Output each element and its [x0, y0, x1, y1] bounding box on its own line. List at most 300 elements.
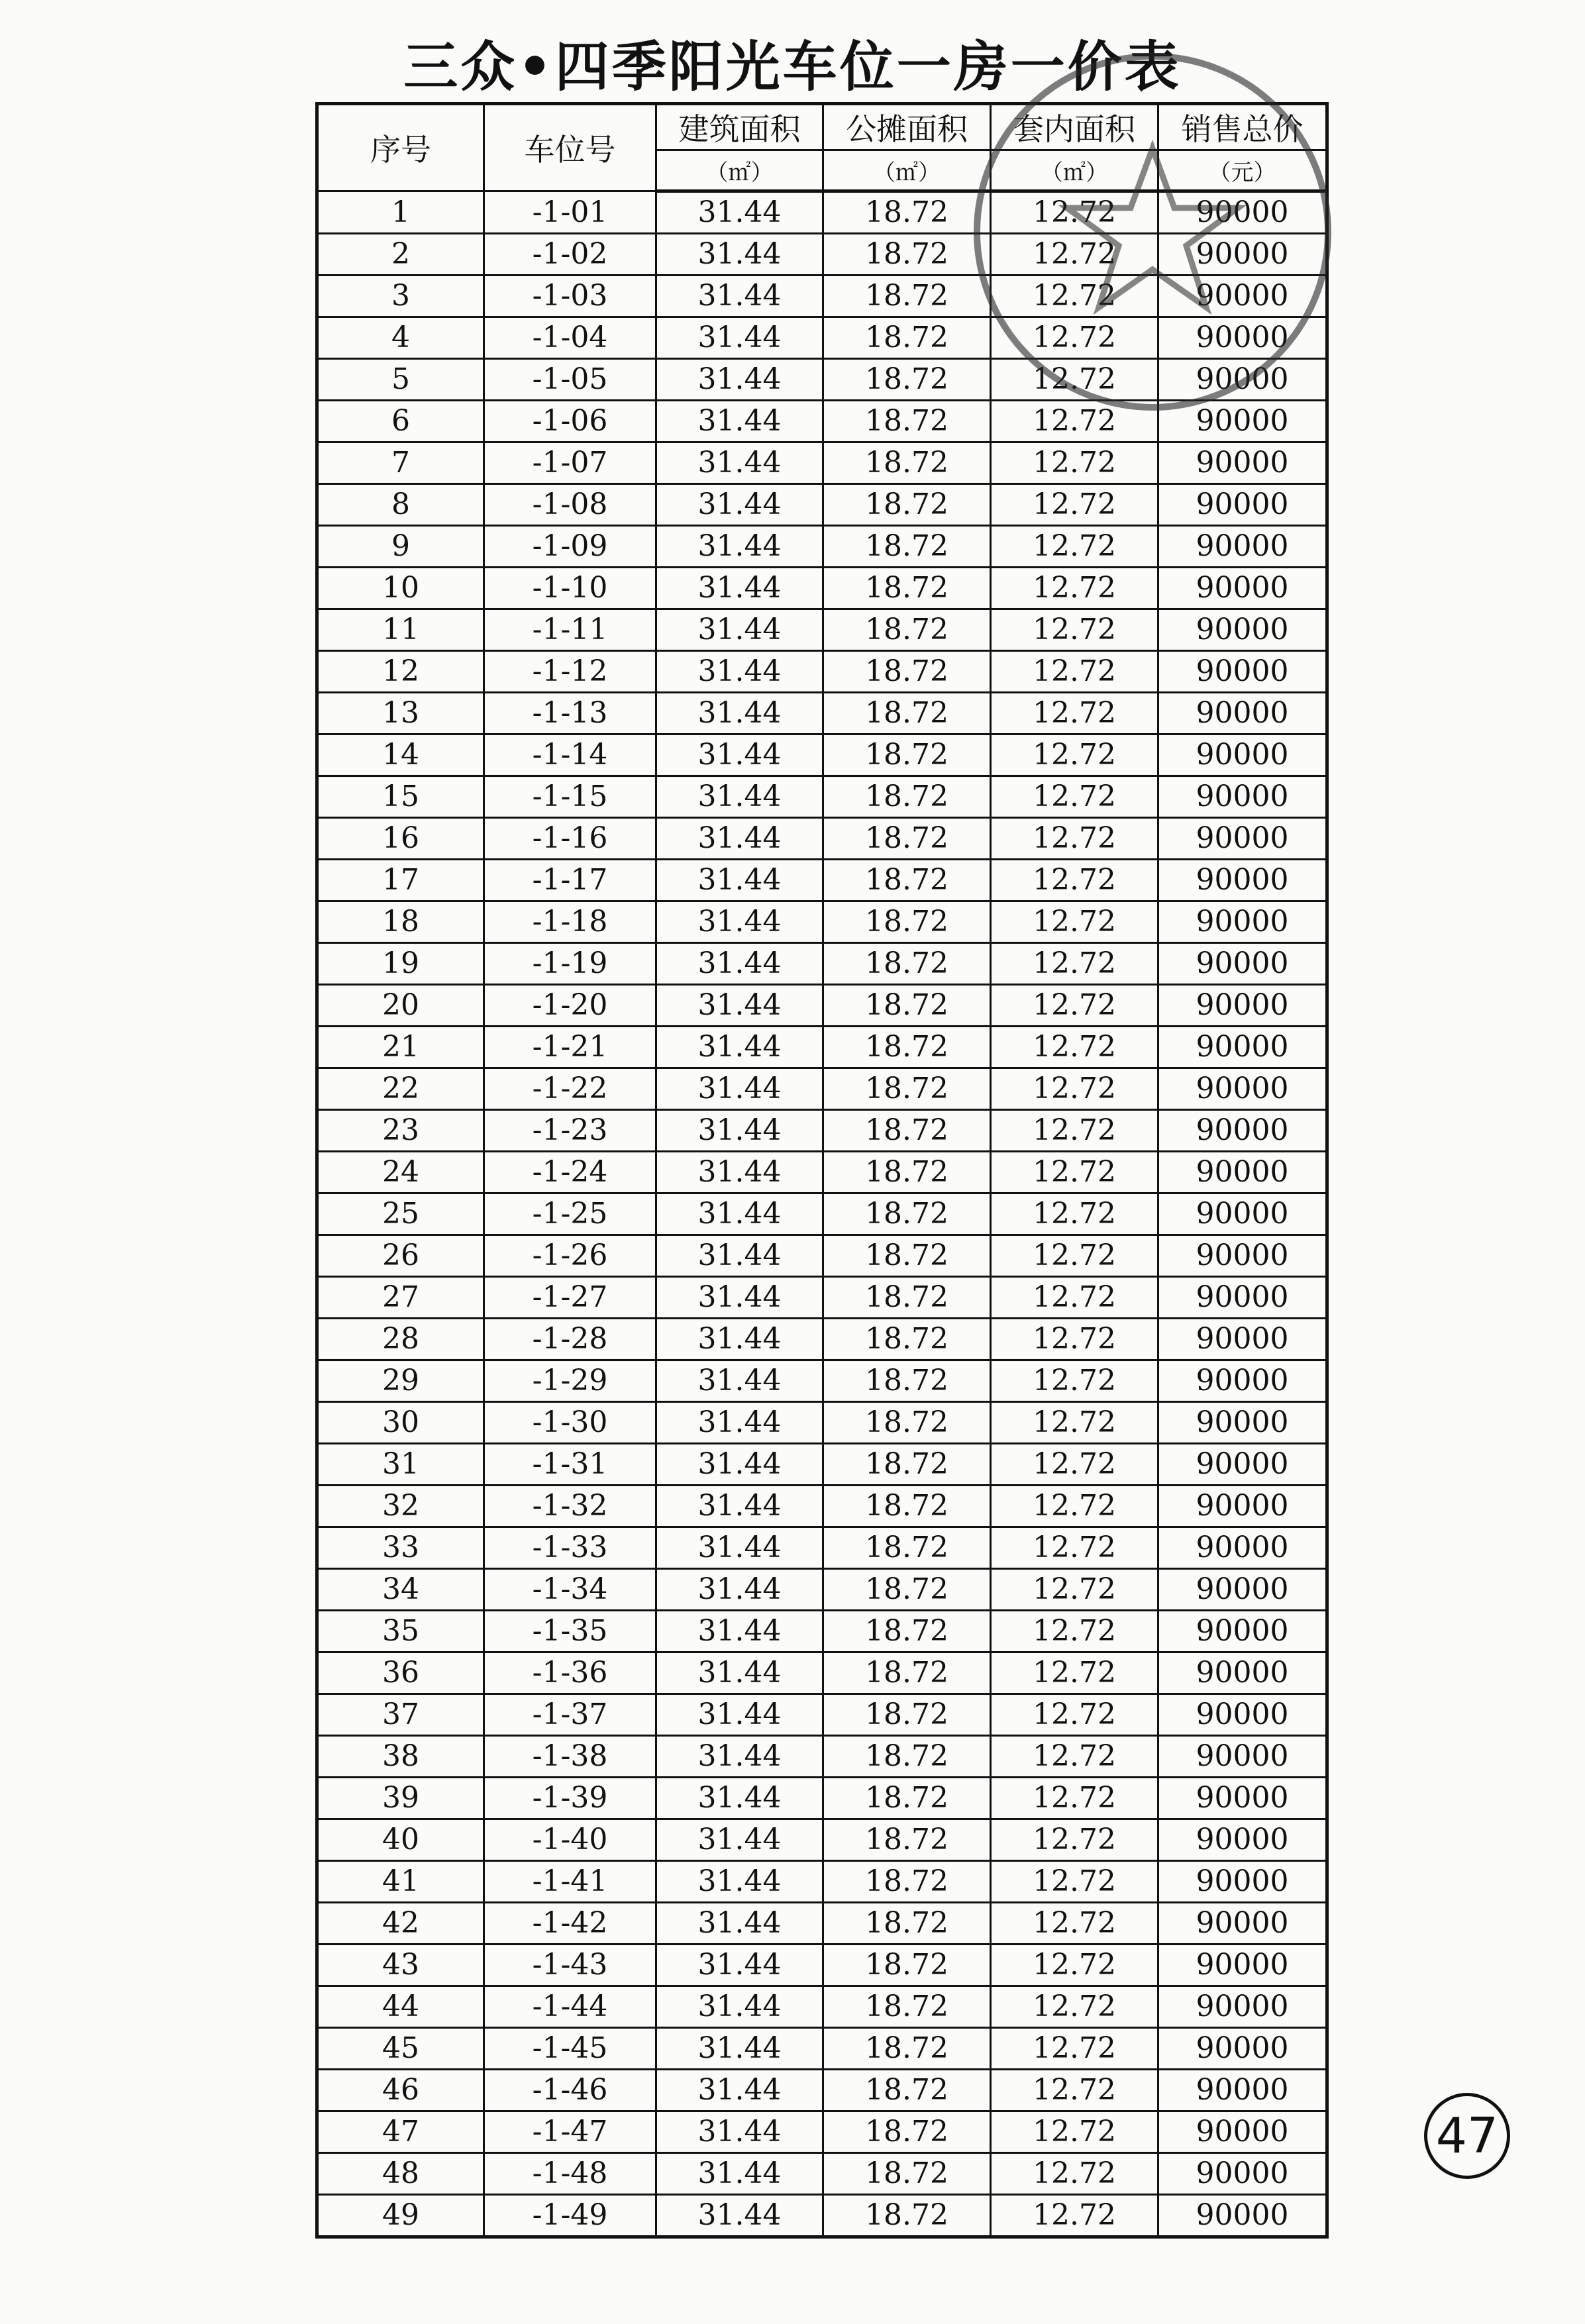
cell-total-price: 90000 — [1158, 234, 1327, 276]
cell-total-price: 90000 — [1158, 1736, 1327, 1778]
cell-building-area: 31.44 — [656, 568, 823, 609]
cell-total-price: 90000 — [1158, 651, 1327, 693]
cell-building-area: 31.44 — [656, 1945, 823, 1986]
table-row — [317, 693, 1327, 734]
cell-inner-area: 12.72 — [991, 276, 1158, 317]
table-row — [317, 359, 1327, 401]
cell-shared-area: 18.72 — [823, 1360, 991, 1402]
cell-inner-area: 12.72 — [991, 734, 1158, 776]
cell-total-price: 90000 — [1158, 943, 1327, 985]
cell-inner-area: 12.72 — [991, 1027, 1158, 1068]
cell-shared-area: 18.72 — [823, 1986, 991, 2028]
cell-building-area: 31.44 — [656, 1068, 823, 1110]
cell-spot: -1-33 — [484, 1527, 656, 1569]
cell-shared-area: 18.72 — [823, 191, 991, 234]
cell-spot: -1-09 — [484, 526, 656, 568]
cell-index: 7 — [317, 442, 484, 484]
cell-total-price: 90000 — [1158, 776, 1327, 818]
cell-spot: -1-29 — [484, 1360, 656, 1402]
cell-index: 9 — [317, 526, 484, 568]
cell-building-area: 31.44 — [656, 484, 823, 526]
cell-spot: -1-31 — [484, 1444, 656, 1486]
header-inner-area: 套内面积 — [991, 104, 1158, 150]
cell-index: 44 — [317, 1986, 484, 2028]
cell-building-area: 31.44 — [656, 1152, 823, 1193]
cell-building-area: 31.44 — [656, 860, 823, 901]
table-row — [317, 1444, 1327, 1486]
cell-total-price: 90000 — [1158, 401, 1327, 442]
cell-total-price: 90000 — [1158, 985, 1327, 1027]
cell-inner-area: 12.72 — [991, 1152, 1158, 1193]
cell-inner-area: 12.72 — [991, 1402, 1158, 1444]
cell-building-area: 31.44 — [656, 2195, 823, 2237]
cell-shared-area: 18.72 — [823, 2111, 991, 2153]
cell-shared-area: 18.72 — [823, 651, 991, 693]
cell-spot: -1-13 — [484, 693, 656, 734]
cell-total-price: 90000 — [1158, 860, 1327, 901]
cell-building-area: 31.44 — [656, 1486, 823, 1527]
table-header — [317, 104, 1327, 191]
table-row — [317, 526, 1327, 568]
cell-shared-area: 18.72 — [823, 693, 991, 734]
cell-spot: -1-28 — [484, 1319, 656, 1360]
cell-spot: -1-08 — [484, 484, 656, 526]
cell-inner-area: 12.72 — [991, 860, 1158, 901]
table-row — [317, 1736, 1327, 1778]
cell-index: 26 — [317, 1235, 484, 1277]
cell-total-price: 90000 — [1158, 484, 1327, 526]
cell-inner-area: 12.72 — [991, 1319, 1158, 1360]
table-row — [317, 1611, 1327, 1652]
table-row — [317, 1652, 1327, 1694]
cell-inner-area: 12.72 — [991, 1527, 1158, 1569]
cell-spot: -1-04 — [484, 317, 656, 359]
cell-index: 33 — [317, 1527, 484, 1569]
cell-index: 28 — [317, 1319, 484, 1360]
cell-spot: -1-48 — [484, 2153, 656, 2195]
cell-building-area: 31.44 — [656, 2153, 823, 2195]
cell-shared-area: 18.72 — [823, 1068, 991, 1110]
cell-building-area: 31.44 — [656, 818, 823, 860]
cell-building-area: 31.44 — [656, 1319, 823, 1360]
table-row — [317, 818, 1327, 860]
cell-index: 25 — [317, 1193, 484, 1235]
cell-total-price: 90000 — [1158, 1694, 1327, 1736]
cell-spot: -1-22 — [484, 1068, 656, 1110]
header-index: 序号 — [317, 104, 484, 191]
cell-building-area: 31.44 — [656, 1193, 823, 1235]
cell-spot: -1-25 — [484, 1193, 656, 1235]
cell-total-price: 90000 — [1158, 1110, 1327, 1152]
cell-building-area: 31.44 — [656, 734, 823, 776]
cell-inner-area: 12.72 — [991, 2111, 1158, 2153]
cell-inner-area: 12.72 — [991, 1360, 1158, 1402]
cell-index: 15 — [317, 776, 484, 818]
cell-total-price: 90000 — [1158, 1569, 1327, 1611]
cell-shared-area: 18.72 — [823, 401, 991, 442]
cell-index: 11 — [317, 609, 484, 651]
cell-spot: -1-19 — [484, 943, 656, 985]
cell-total-price: 90000 — [1158, 1068, 1327, 1110]
cell-shared-area: 18.72 — [823, 317, 991, 359]
table-row — [317, 1986, 1327, 2028]
cell-building-area: 31.44 — [656, 359, 823, 401]
table-row — [317, 776, 1327, 818]
cell-index: 24 — [317, 1152, 484, 1193]
cell-total-price: 90000 — [1158, 1861, 1327, 1903]
cell-building-area: 31.44 — [656, 526, 823, 568]
table-row — [317, 985, 1327, 1027]
cell-building-area: 31.44 — [656, 1861, 823, 1903]
table-row — [317, 1110, 1327, 1152]
cell-index: 13 — [317, 693, 484, 734]
cell-shared-area: 18.72 — [823, 860, 991, 901]
cell-building-area: 31.44 — [656, 1903, 823, 1945]
cell-spot: -1-43 — [484, 1945, 656, 1986]
cell-shared-area: 18.72 — [823, 526, 991, 568]
cell-spot: -1-32 — [484, 1486, 656, 1527]
cell-total-price: 90000 — [1158, 1277, 1327, 1319]
cell-total-price: 90000 — [1158, 568, 1327, 609]
cell-inner-area: 12.72 — [991, 1569, 1158, 1611]
cell-inner-area: 12.72 — [991, 2070, 1158, 2111]
cell-shared-area: 18.72 — [823, 1736, 991, 1778]
cell-spot: -1-39 — [484, 1778, 656, 1819]
cell-index: 42 — [317, 1903, 484, 1945]
cell-total-price: 90000 — [1158, 1360, 1327, 1402]
header-spot: 车位号 — [484, 104, 656, 191]
cell-index: 27 — [317, 1277, 484, 1319]
cell-total-price: 90000 — [1158, 2153, 1327, 2195]
cell-index: 37 — [317, 1694, 484, 1736]
cell-shared-area: 18.72 — [823, 1110, 991, 1152]
table-row — [317, 734, 1327, 776]
cell-shared-area: 18.72 — [823, 2070, 991, 2111]
cell-index: 10 — [317, 568, 484, 609]
cell-inner-area: 12.72 — [991, 609, 1158, 651]
cell-total-price: 90000 — [1158, 2070, 1327, 2111]
cell-inner-area: 12.72 — [991, 1861, 1158, 1903]
cell-spot: -1-40 — [484, 1819, 656, 1861]
cell-index: 2 — [317, 234, 484, 276]
cell-total-price: 90000 — [1158, 1402, 1327, 1444]
cell-shared-area: 18.72 — [823, 776, 991, 818]
cell-building-area: 31.44 — [656, 1652, 823, 1694]
cell-index: 12 — [317, 651, 484, 693]
cell-total-price: 90000 — [1158, 1193, 1327, 1235]
cell-index: 41 — [317, 1861, 484, 1903]
cell-spot: -1-03 — [484, 276, 656, 317]
table-row — [317, 1486, 1327, 1527]
cell-shared-area: 18.72 — [823, 1652, 991, 1694]
cell-spot: -1-47 — [484, 2111, 656, 2153]
table-body — [317, 191, 1327, 2237]
table-row — [317, 1360, 1327, 1402]
cell-spot: -1-34 — [484, 1569, 656, 1611]
cell-building-area: 31.44 — [656, 609, 823, 651]
cell-building-area: 31.44 — [656, 1694, 823, 1736]
cell-inner-area: 12.72 — [991, 1277, 1158, 1319]
cell-spot: -1-30 — [484, 1402, 656, 1444]
cell-total-price: 90000 — [1158, 442, 1327, 484]
cell-index: 20 — [317, 985, 484, 1027]
cell-inner-area: 12.72 — [991, 1235, 1158, 1277]
cell-spot: -1-23 — [484, 1110, 656, 1152]
cell-total-price: 90000 — [1158, 191, 1327, 234]
cell-shared-area: 18.72 — [823, 1193, 991, 1235]
cell-building-area: 31.44 — [656, 1611, 823, 1652]
cell-inner-area: 12.72 — [991, 1736, 1158, 1778]
cell-inner-area: 12.72 — [991, 1986, 1158, 2028]
cell-shared-area: 18.72 — [823, 1527, 991, 1569]
table-row — [317, 317, 1327, 359]
cell-shared-area: 18.72 — [823, 1694, 991, 1736]
cell-building-area: 31.44 — [656, 1402, 823, 1444]
header-building-area: 建筑面积 — [656, 104, 823, 150]
cell-inner-area: 12.72 — [991, 943, 1158, 985]
cell-total-price: 90000 — [1158, 734, 1327, 776]
table-row — [317, 2153, 1327, 2195]
price-table — [315, 102, 1329, 2239]
cell-index: 4 — [317, 317, 484, 359]
cell-spot: -1-02 — [484, 234, 656, 276]
cell-inner-area: 12.72 — [991, 1444, 1158, 1486]
cell-spot: -1-10 — [484, 568, 656, 609]
cell-shared-area: 18.72 — [823, 1819, 991, 1861]
cell-building-area: 31.44 — [656, 317, 823, 359]
table-row — [317, 1152, 1327, 1193]
cell-total-price: 90000 — [1158, 526, 1327, 568]
table-row — [317, 1903, 1327, 1945]
cell-building-area: 31.44 — [656, 2111, 823, 2153]
cell-shared-area: 18.72 — [823, 1569, 991, 1611]
cell-building-area: 31.44 — [656, 276, 823, 317]
header-total-price-unit: （元） — [1158, 150, 1327, 191]
cell-building-area: 31.44 — [656, 1819, 823, 1861]
cell-index: 19 — [317, 943, 484, 985]
cell-inner-area: 12.72 — [991, 776, 1158, 818]
table-row — [317, 1068, 1327, 1110]
cell-spot: -1-17 — [484, 860, 656, 901]
table-row — [317, 234, 1327, 276]
cell-total-price: 90000 — [1158, 2111, 1327, 2153]
cell-index: 39 — [317, 1778, 484, 1819]
cell-spot: -1-35 — [484, 1611, 656, 1652]
table-row — [317, 1235, 1327, 1277]
cell-total-price: 90000 — [1158, 1444, 1327, 1486]
cell-index: 18 — [317, 901, 484, 943]
cell-inner-area: 12.72 — [991, 818, 1158, 860]
cell-index: 1 — [317, 191, 484, 234]
cell-inner-area: 12.72 — [991, 191, 1158, 234]
cell-inner-area: 12.72 — [991, 2153, 1158, 2195]
cell-inner-area: 12.72 — [991, 526, 1158, 568]
table-row — [317, 651, 1327, 693]
cell-building-area: 31.44 — [656, 1444, 823, 1486]
cell-building-area: 31.44 — [656, 776, 823, 818]
cell-shared-area: 18.72 — [823, 2028, 991, 2070]
cell-spot: -1-45 — [484, 2028, 656, 2070]
cell-inner-area: 12.72 — [991, 1694, 1158, 1736]
cell-shared-area: 18.72 — [823, 2153, 991, 2195]
cell-total-price: 90000 — [1158, 276, 1327, 317]
cell-inner-area: 12.72 — [991, 2028, 1158, 2070]
cell-spot: -1-24 — [484, 1152, 656, 1193]
cell-shared-area: 18.72 — [823, 1444, 991, 1486]
cell-shared-area: 18.72 — [823, 359, 991, 401]
cell-index: 49 — [317, 2195, 484, 2237]
cell-inner-area: 12.72 — [991, 401, 1158, 442]
cell-index: 22 — [317, 1068, 484, 1110]
cell-shared-area: 18.72 — [823, 1152, 991, 1193]
table-row — [317, 1319, 1327, 1360]
cell-total-price: 90000 — [1158, 1486, 1327, 1527]
cell-building-area: 31.44 — [656, 1027, 823, 1068]
cell-total-price: 90000 — [1158, 1986, 1327, 2028]
cell-total-price: 90000 — [1158, 901, 1327, 943]
cell-inner-area: 12.72 — [991, 1193, 1158, 1235]
cell-building-area: 31.44 — [656, 442, 823, 484]
cell-shared-area: 18.72 — [823, 985, 991, 1027]
cell-inner-area: 12.72 — [991, 1819, 1158, 1861]
cell-total-price: 90000 — [1158, 609, 1327, 651]
cell-spot: -1-11 — [484, 609, 656, 651]
cell-total-price: 90000 — [1158, 1945, 1327, 1986]
cell-inner-area: 12.72 — [991, 568, 1158, 609]
cell-building-area: 31.44 — [656, 1778, 823, 1819]
cell-index: 47 — [317, 2111, 484, 2153]
cell-index: 5 — [317, 359, 484, 401]
cell-inner-area: 12.72 — [991, 901, 1158, 943]
cell-shared-area: 18.72 — [823, 234, 991, 276]
cell-shared-area: 18.72 — [823, 818, 991, 860]
table-row — [317, 1694, 1327, 1736]
cell-inner-area: 12.72 — [991, 1778, 1158, 1819]
cell-building-area: 31.44 — [656, 234, 823, 276]
cell-total-price: 90000 — [1158, 693, 1327, 734]
cell-index: 30 — [317, 1402, 484, 1444]
cell-index: 38 — [317, 1736, 484, 1778]
cell-spot: -1-12 — [484, 651, 656, 693]
cell-spot: -1-46 — [484, 2070, 656, 2111]
cell-shared-area: 18.72 — [823, 568, 991, 609]
cell-building-area: 31.44 — [656, 985, 823, 1027]
cell-total-price: 90000 — [1158, 1152, 1327, 1193]
cell-building-area: 31.44 — [656, 191, 823, 234]
cell-spot: -1-06 — [484, 401, 656, 442]
cell-building-area: 31.44 — [656, 901, 823, 943]
cell-total-price: 90000 — [1158, 1819, 1327, 1861]
cell-spot: -1-26 — [484, 1235, 656, 1277]
cell-inner-area: 12.72 — [991, 317, 1158, 359]
table-row — [317, 943, 1327, 985]
cell-spot: -1-05 — [484, 359, 656, 401]
cell-building-area: 31.44 — [656, 693, 823, 734]
cell-inner-area: 12.72 — [991, 1903, 1158, 1945]
table-row — [317, 609, 1327, 651]
cell-index: 8 — [317, 484, 484, 526]
cell-building-area: 31.44 — [656, 1277, 823, 1319]
cell-shared-area: 18.72 — [823, 442, 991, 484]
cell-spot: -1-36 — [484, 1652, 656, 1694]
cell-spot: -1-44 — [484, 1986, 656, 2028]
cell-total-price: 90000 — [1158, 359, 1327, 401]
table-row — [317, 1027, 1327, 1068]
table-row — [317, 2028, 1327, 2070]
table-row — [317, 2195, 1327, 2237]
page-title: 三众•四季阳光车位一房一价表 — [403, 36, 1182, 99]
cell-shared-area: 18.72 — [823, 484, 991, 526]
cell-index: 29 — [317, 1360, 484, 1402]
cell-index: 35 — [317, 1611, 484, 1652]
cell-total-price: 90000 — [1158, 1235, 1327, 1277]
table-row — [317, 191, 1327, 234]
table-row — [317, 1861, 1327, 1903]
cell-total-price: 90000 — [1158, 1611, 1327, 1652]
cell-shared-area: 18.72 — [823, 276, 991, 317]
cell-inner-area: 12.72 — [991, 2195, 1158, 2237]
cell-spot: -1-01 — [484, 191, 656, 234]
header-building-area-unit: （㎡） — [656, 150, 823, 191]
cell-total-price: 90000 — [1158, 1652, 1327, 1694]
table-row — [317, 1527, 1327, 1569]
cell-index: 45 — [317, 2028, 484, 2070]
table-row — [317, 1569, 1327, 1611]
cell-shared-area: 18.72 — [823, 1861, 991, 1903]
cell-inner-area: 12.72 — [991, 1486, 1158, 1527]
cell-inner-area: 12.72 — [991, 1945, 1158, 1986]
cell-index: 6 — [317, 401, 484, 442]
cell-inner-area: 12.72 — [991, 1652, 1158, 1694]
header-total-price: 销售总价 — [1158, 104, 1327, 150]
cell-index: 46 — [317, 2070, 484, 2111]
cell-index: 17 — [317, 860, 484, 901]
cell-index: 36 — [317, 1652, 484, 1694]
header-shared-area-unit: （㎡） — [823, 150, 991, 191]
cell-building-area: 31.44 — [656, 651, 823, 693]
cell-building-area: 31.44 — [656, 1360, 823, 1402]
cell-shared-area: 18.72 — [823, 1277, 991, 1319]
cell-inner-area: 12.72 — [991, 985, 1158, 1027]
cell-shared-area: 18.72 — [823, 1611, 991, 1652]
cell-index: 40 — [317, 1819, 484, 1861]
cell-index: 32 — [317, 1486, 484, 1527]
cell-spot: -1-16 — [484, 818, 656, 860]
cell-building-area: 31.44 — [656, 1527, 823, 1569]
cell-total-price: 90000 — [1158, 1027, 1327, 1068]
cell-building-area: 31.44 — [656, 1235, 823, 1277]
cell-building-area: 31.44 — [656, 943, 823, 985]
cell-total-price: 90000 — [1158, 317, 1327, 359]
table-row — [317, 442, 1327, 484]
cell-shared-area: 18.72 — [823, 1486, 991, 1527]
cell-total-price: 90000 — [1158, 2028, 1327, 2070]
cell-index: 43 — [317, 1945, 484, 1986]
table-row — [317, 276, 1327, 317]
cell-index: 23 — [317, 1110, 484, 1152]
cell-inner-area: 12.72 — [991, 442, 1158, 484]
cell-index: 34 — [317, 1569, 484, 1611]
cell-shared-area: 18.72 — [823, 1945, 991, 1986]
table-row — [317, 401, 1327, 442]
cell-index: 3 — [317, 276, 484, 317]
cell-inner-area: 12.72 — [991, 693, 1158, 734]
cell-inner-area: 12.72 — [991, 484, 1158, 526]
page-number: 47 — [1424, 2093, 1510, 2179]
table-row — [317, 1778, 1327, 1819]
cell-index: 48 — [317, 2153, 484, 2195]
cell-spot: -1-07 — [484, 442, 656, 484]
